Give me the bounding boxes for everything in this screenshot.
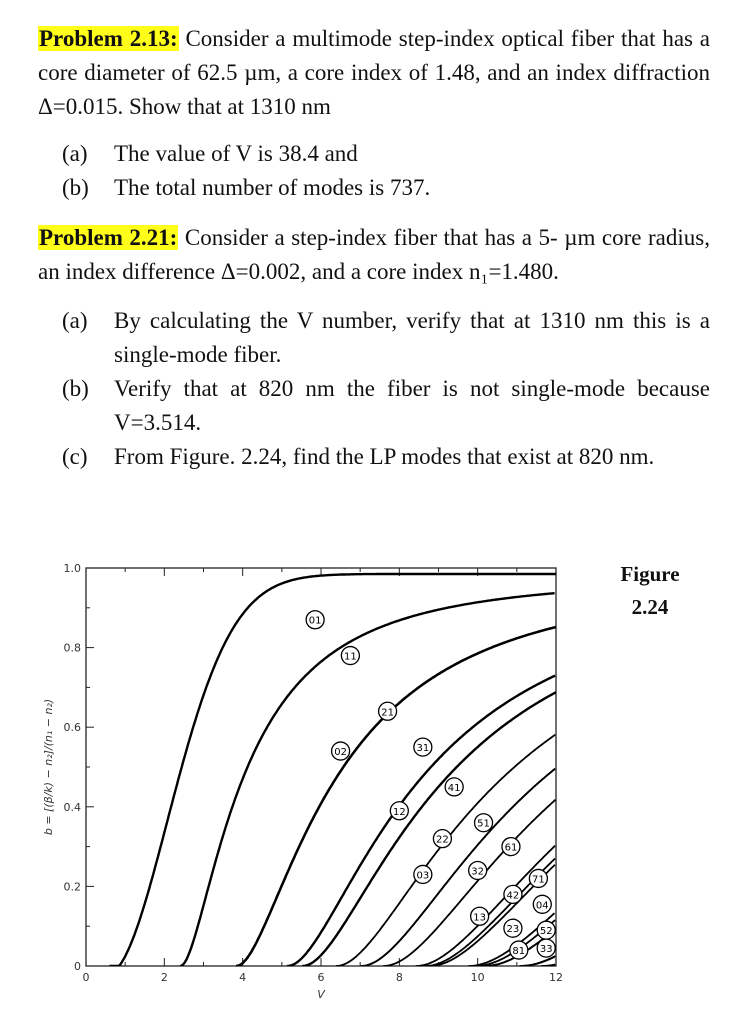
problem-2-21-item-b (62, 372, 710, 440)
mode-label-52: 52 (539, 926, 553, 938)
mode-label-13: 13 (473, 912, 486, 924)
curves-group (110, 574, 557, 966)
mode-label-41: 41 (447, 782, 461, 794)
mode-label-23: 23 (506, 924, 520, 936)
curve-lp03 (361, 769, 555, 966)
figure-caption-line1: Figure (620, 562, 680, 586)
mode-label-31: 31 (416, 743, 430, 755)
mode-label-21: 21 (381, 707, 394, 719)
x-tick-label: 2 (160, 971, 168, 984)
mode-label-03: 03 (416, 870, 430, 882)
mode-chart (0, 540, 600, 1024)
curve-lp11 (180, 593, 554, 966)
problem-2-13-paragraph (38, 22, 710, 124)
x-tick-label: 0 (82, 971, 90, 984)
mode-label-12: 12 (392, 806, 406, 818)
y-tick-label: 0 (74, 960, 81, 973)
problem-2-13-label: Problem 2.13: (39, 26, 178, 51)
item-text: The value of V is 38.4 and (114, 141, 358, 166)
y-tick-label: 0.4 (63, 800, 81, 814)
item-text: Verify that at 820 nm the fiber is not single-mode because V=3.514. (114, 376, 710, 435)
item-label: (b) (62, 175, 89, 200)
item-label: (a) (62, 141, 88, 166)
mode-label-32: 32 (471, 866, 485, 878)
x-tick-label: 12 (549, 971, 563, 984)
curve-lp21 (236, 627, 556, 966)
item-label: (b) (62, 376, 89, 401)
problem-2-13-text: Consider a multimode step-index optical fiber that has a core diameter of 62.5 µm, a core index of 1.48, and an index diffraction Δ=0.015. Show that at 1310 nm (38, 26, 710, 119)
mode-label-11: 11 (344, 651, 357, 663)
mode-label-02: 02 (334, 747, 347, 759)
x-axis-label: V (317, 988, 325, 1001)
problem-2-21-text: Consider a step-index fiber that has a 5- µm core radius, an index difference Δ=0.002, and a core index n₁=1.480. (38, 225, 710, 284)
x-tick-label: 4 (239, 971, 247, 984)
y-tick-label: 0.6 (63, 721, 81, 735)
mode-label-42: 42 (506, 890, 520, 902)
y-axis-label: b = [(β/k) − n₂]/(n₁ − n₂) (42, 698, 55, 836)
curve-lp02 (236, 627, 556, 966)
y-tick-label: 0.8 (63, 641, 81, 655)
item-label: (c) (62, 444, 88, 469)
x-tick-label: 6 (317, 971, 325, 984)
item-label: (a) (62, 308, 88, 333)
x-tick-label: 8 (395, 971, 403, 984)
curve-lp33 (541, 965, 555, 967)
curve-lp01 (110, 574, 557, 966)
problem-2-13-item-b (62, 171, 710, 205)
mode-label-01: 01 (308, 615, 322, 627)
problem-2-21-label: Problem 2.21: (39, 225, 178, 250)
mode-label-22: 22 (436, 834, 449, 846)
problem-2-13-item-a (62, 137, 710, 171)
item-text: By calculating the V number, verify that at 1310 nm this is a single-mode fiber. (114, 308, 710, 367)
figure-caption-line2: 2.24 (631, 595, 669, 619)
mode-label-61: 61 (504, 842, 518, 854)
problem-2-21-paragraph (38, 221, 710, 289)
item-text: The total number of modes is 737. (114, 175, 431, 200)
mode-label-04: 04 (535, 900, 549, 912)
mode-label-51: 51 (477, 818, 490, 830)
y-tick-label: 0.2 (63, 880, 81, 894)
mode-label-81: 81 (512, 946, 526, 958)
y-tick-label: 1.0 (63, 562, 81, 575)
problem-2-21-item-c (62, 440, 710, 474)
x-tick-label: 10 (470, 971, 485, 984)
item-text: From Figure. 2.24, find the LP modes that exist at 820 nm. (114, 444, 655, 469)
mode-label-71: 71 (532, 874, 545, 886)
mode-label-33: 33 (539, 944, 553, 956)
problem-2-21-item-a (62, 304, 710, 372)
plot-frame (86, 568, 556, 966)
